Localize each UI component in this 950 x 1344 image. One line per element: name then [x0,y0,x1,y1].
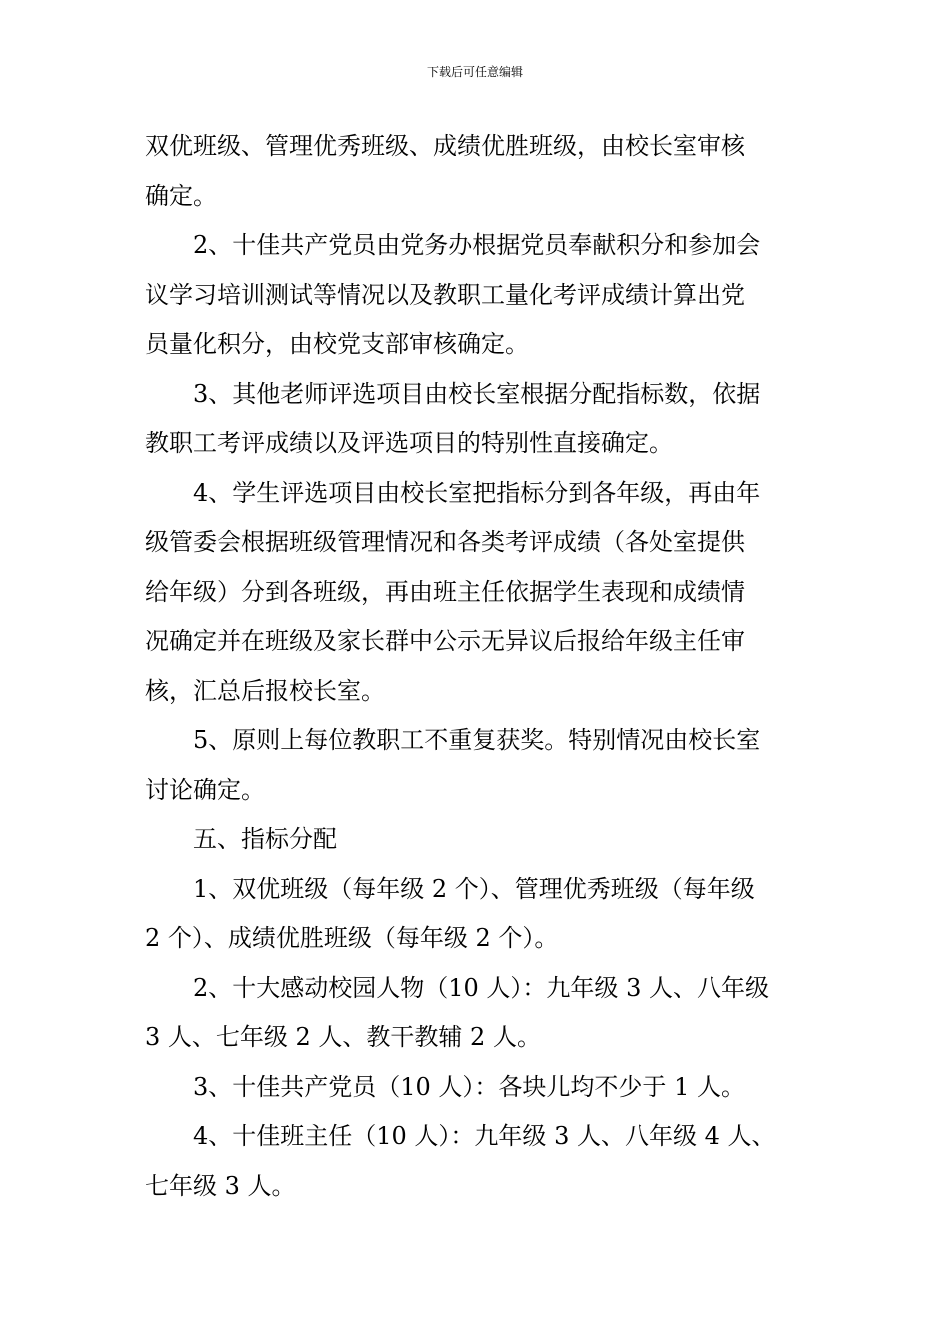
document-body [145,122,811,1211]
text-line: 双优班级、管理优秀班级、成绩优胜班级，由校长室审核 [145,132,745,160]
text-line: 2、十大感动校园人物（10 人）：九年级 3 人、八年级 [193,973,769,1002]
text-line: 教职工考评成绩以及评选项目的特别性直接确定。 [145,429,673,457]
text-line: 确定。 [145,181,217,210]
section-heading: 五、指标分配 [193,825,337,853]
text-line: 给年级）分到各班级，再由班主任依据学生表现和成绩情 [145,577,745,606]
text-line: 2 个）、成绩优胜班级（每年级 2 个）。 [145,924,559,952]
text-line: 核，汇总后报校长室。 [145,676,385,705]
text-line: 3、十佳共产党员（10 人）：各块儿均不少于 1 人。 [193,1072,745,1101]
text-line: 议学习培训测试等情况以及教职工量化考评成绩计算出党 [145,280,745,309]
text-line: 3 人、七年级 2 人、教干教辅 2 人。 [145,1023,541,1051]
text-line: 2、十佳共产党员由党务办根据党员奉献积分和参加会 [193,231,761,259]
text-line: 5、原则上每位教职工不重复获奖。特别情况由校长室 [193,726,761,754]
text-line: 讨论确定。 [145,775,265,804]
text-line: 况确定并在班级及家长群中公示无异议后报给年级主任审 [145,627,745,655]
text-line: 员量化积分，由校党支部审核确定。 [145,330,529,358]
text-line: 4、学生评选项目由校长室把指标分到各年级，再由年 [193,478,761,507]
text-line: 3、其他老师评选项目由校长室根据分配指标数，依据 [193,379,761,408]
page-header-note: 下载后可任意编辑 [426,65,523,79]
text-line: 七年级 3 人。 [145,1171,296,1200]
text-line: 1、双优班级（每年级 2 个）、管理优秀班级（每年级 [193,874,755,903]
text-line: 4、十佳班主任（10 人）：九年级 3 人、八年级 4 人、 [193,1122,776,1150]
text-line: 级管委会根据班级管理情况和各类考评成绩（各处室提供 [145,528,745,556]
